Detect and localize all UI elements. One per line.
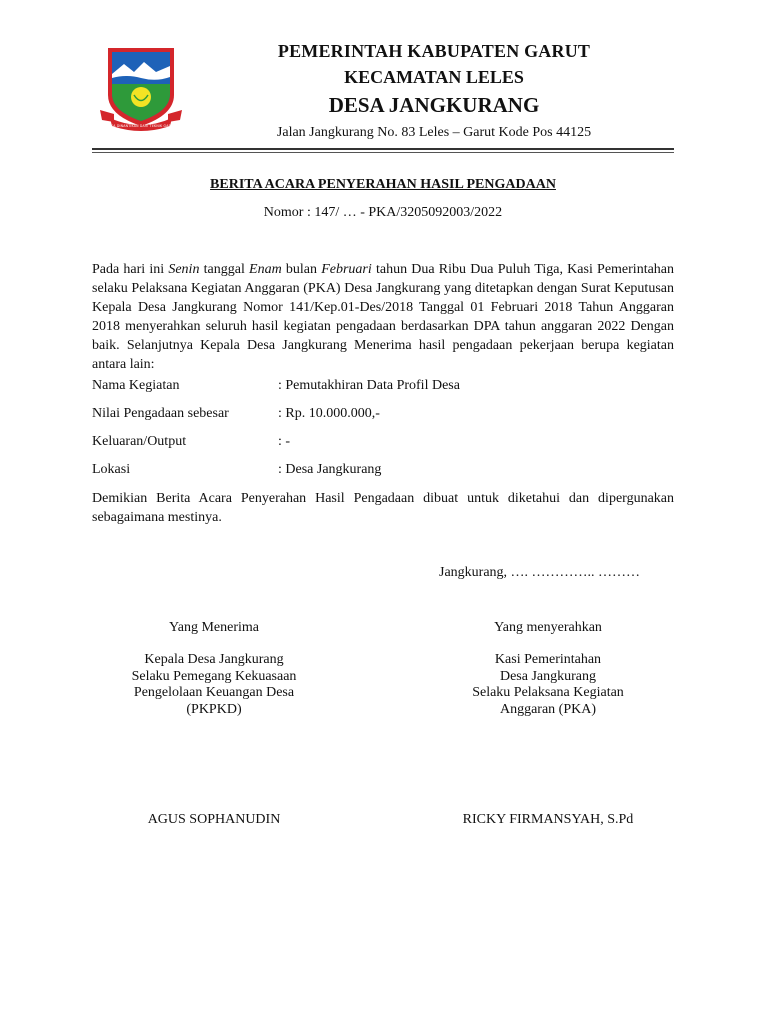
detail-label: Keluaran/Output bbox=[92, 434, 187, 449]
letterhead-line1: PEMERINTAH KABUPATEN GARUT bbox=[277, 41, 591, 61]
opening-paragraph bbox=[92, 260, 674, 374]
signature-roles bbox=[428, 652, 668, 718]
place-date: Jangkurang, …. ………….. ……… bbox=[439, 565, 641, 580]
signature-role-line: Pengelolaan Keuangan Desa bbox=[133, 685, 295, 700]
signature-role-line: Anggaran (PKA) bbox=[499, 701, 597, 717]
detail-value: : Rp. 10.000.000,- bbox=[278, 406, 380, 421]
detail-label: Lokasi bbox=[92, 462, 131, 477]
document-title: BERITA ACARA PENYERAHAN HASIL PENGADAAN bbox=[210, 177, 556, 192]
detail-label: Nilai Pengadaan sebesar bbox=[92, 406, 229, 421]
opening-text-2: tanggal bbox=[199, 262, 250, 277]
signature-role-line: Desa Jangkurang bbox=[499, 668, 597, 684]
detail-value: : Desa Jangkurang bbox=[278, 462, 382, 477]
month-name: Februari bbox=[321, 262, 372, 277]
date-word: Enam bbox=[249, 262, 282, 277]
signature-block-recipient bbox=[94, 620, 334, 840]
logo-motto: SUKA DINANTIKAN DARI TEKNIK GARUT bbox=[106, 124, 176, 128]
detail-value: : - bbox=[278, 434, 291, 449]
closing-paragraph: Demikian Berita Acara Penyerahan Hasil Pengadaan dibuat untuk diketahui dan dipergunakan sebagaimana mestinya. bbox=[92, 491, 674, 525]
letterhead bbox=[200, 38, 668, 142]
detail-row bbox=[92, 406, 674, 434]
signatory-name: RICKY FIRMANSYAH, S.Pd bbox=[462, 812, 634, 827]
regency-crest-icon bbox=[98, 40, 184, 132]
signature-block-submitter bbox=[428, 620, 668, 840]
detail-row bbox=[92, 378, 674, 406]
detail-row bbox=[92, 434, 674, 462]
letterhead-divider-thick bbox=[92, 148, 674, 150]
signature-role-line: (PKPKD) bbox=[186, 701, 242, 717]
signature-role-line: Kasi Pemerintahan bbox=[494, 652, 602, 667]
opening-text-4: tahun Dua Ribu Dua Puluh Tiga, Kasi Pemerintahan selaku Pelaksana Kegiatan Anggaran (PKA) Desa Jangkurang yang ditetapkan dengan Surat Keputusan Kepala Desa Jangkurang Nomor 141/Kep.01-Des/2018 Tanggal 01 Februari 2018 Tahun Anggaran 2018 menyerahkan seluruh hasil kegiatan pengadaan berdasarkan DPA tahun anggaran 2022 Dengan baik. Selanjutnya Kepala Desa Jangkurang Menerima hasil pengadaan pekerjaan berupa kegiatan antara lain: bbox=[92, 262, 675, 372]
day-name: Senin bbox=[168, 262, 200, 277]
activity-details bbox=[92, 378, 674, 490]
opening-text-1: Pada hari ini bbox=[92, 262, 169, 277]
signature-header: Yang menyerahkan bbox=[494, 620, 602, 635]
signatory-name: AGUS SOPHANUDIN bbox=[147, 812, 281, 827]
opening-text-3: bulan bbox=[281, 262, 322, 277]
document-number: Nomor : 147/ … - PKA/3205092003/2022 bbox=[263, 205, 503, 220]
letterhead-line2: KECAMATAN LELES bbox=[344, 67, 524, 87]
signature-roles bbox=[94, 652, 334, 718]
signature-role-line: Kepala Desa Jangkurang bbox=[144, 652, 284, 667]
signature-role-line: Selaku Pelaksana Kegiatan bbox=[472, 685, 624, 700]
detail-label: Nama Kegiatan bbox=[92, 378, 180, 393]
letterhead-divider-thin bbox=[92, 152, 674, 153]
letterhead-line3: DESA JANGKURANG bbox=[328, 93, 540, 117]
signature-header: Yang Menerima bbox=[169, 620, 259, 635]
detail-value: : Pemutakhiran Data Profil Desa bbox=[278, 378, 460, 393]
signature-role-line: Selaku Pemegang Kekuasaan bbox=[131, 668, 297, 684]
detail-row bbox=[92, 462, 674, 490]
letterhead-address: Jalan Jangkurang No. 83 Leles – Garut Kode Pos 44125 bbox=[276, 125, 592, 140]
